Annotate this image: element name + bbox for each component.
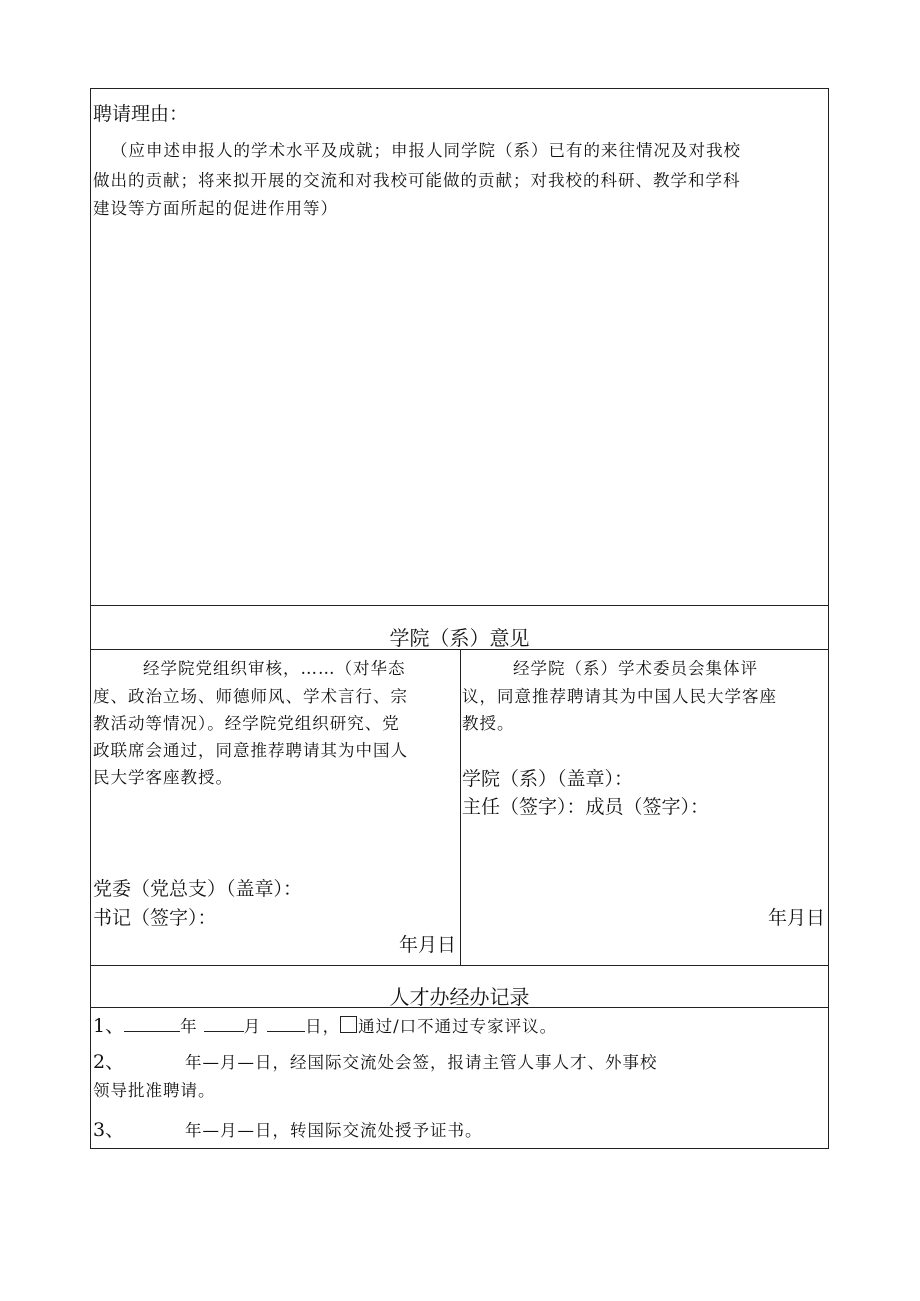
committee-opinion-line2: 议，同意推荐聘请其为中国人民大学客座 [462, 687, 777, 706]
record-item-2-line1: 年—月—日，经国际交流处会签，报请主管人事人才、外事校 [185, 1053, 658, 1072]
college-opinion-title: 学院（系）意见 [389, 626, 530, 650]
party-opinion-line3: 教活动等情况）。经学院党组织研究、党 [93, 714, 400, 733]
committee-opinion-line3: 教授。 [462, 714, 515, 733]
committee-opinion-line1: 经学院（系）学术委员会集体评 [513, 659, 758, 678]
reason-title: 聘请理由： [93, 103, 189, 125]
reason-hint-line1: （应申述申报人的学术水平及成就；申报人同学院（系）已有的来往情况及对我校 [111, 141, 741, 160]
reason-hint-line2: 做出的贡献；将来拟开展的交流和对我校可能做的贡献；对我校的科研、教学和学科 [93, 171, 741, 190]
record-item-1-day: 日， [305, 1017, 341, 1036]
record-item-1-year: 年 [180, 1017, 198, 1036]
pass-checkbox[interactable] [340, 1016, 357, 1033]
reason-hint-line3: 建设等方面所起的促进作用等） [93, 199, 338, 218]
party-opinion-line1: 经学院党组织审核，……（对华态 [143, 659, 406, 678]
party-opinion-line4: 政联席会通过，同意推荐聘请其为中国人 [93, 741, 408, 760]
divider-reason [91, 605, 828, 606]
party-opinion-line5: 民大学客座教授。 [93, 768, 233, 787]
record-item-1 [93, 1011, 557, 1038]
college-seal-label: 学院（系）（盖章）： [462, 768, 634, 790]
college-date-label: 年月日 [767, 907, 825, 929]
record-item-1-number: 1、 [93, 1015, 125, 1037]
party-date-label: 年月日 [398, 934, 456, 956]
record-item-3-number: 3、 [93, 1119, 125, 1141]
divider-college-columns [460, 649, 461, 965]
party-opinion-line2: 度、政治立场、师德师风、学术言行、宗 [93, 687, 408, 706]
party-seal-label: 党委（党总支）（盖章）： [93, 878, 303, 900]
appointment-form [90, 88, 829, 1149]
divider-college-opinion [91, 965, 828, 966]
record-item-2-number: 2、 [93, 1051, 125, 1073]
month-blank[interactable] [204, 1013, 244, 1032]
pass-label: 通过/ [358, 1017, 400, 1036]
record-item-1-month: 月 [243, 1017, 262, 1036]
day-blank[interactable] [267, 1013, 305, 1032]
talent-office-title: 人才办经办记录 [389, 985, 530, 1009]
director-member-signature-label: 主任（签字）：成员（签字）： [462, 796, 710, 818]
record-item-3-text: 年—月—日，转国际交流处授予证书。 [185, 1121, 483, 1140]
record-item-2-line2: 领导批准聘请。 [93, 1081, 216, 1100]
year-blank[interactable] [124, 1013, 180, 1032]
divider-talent-title [91, 1007, 828, 1008]
party-secretary-signature-label: 书记（签字）： [93, 907, 217, 929]
fail-label: 口不通过专家评议。 [399, 1017, 558, 1036]
